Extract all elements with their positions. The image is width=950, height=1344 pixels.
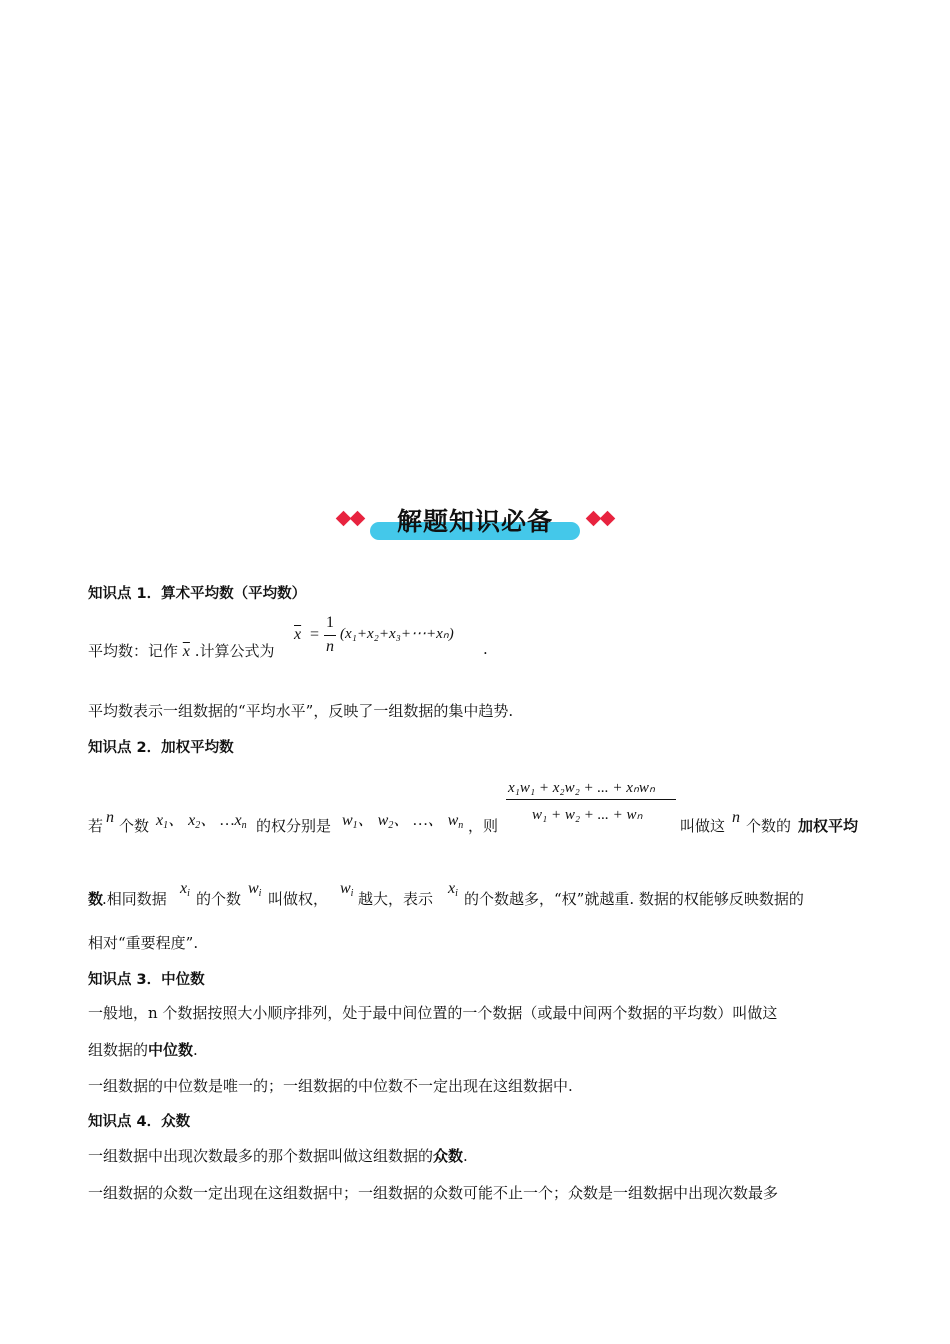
- kp4-heading: 知识点 4．众数: [88, 1114, 191, 1130]
- x-list: $x_1$、 $x_2$、 $\dots x_n$: [156, 812, 247, 831]
- kp4-p1: [88, 1145, 468, 1166]
- xi-symbol: $x_i$: [180, 880, 190, 899]
- formula-den: n: [326, 638, 334, 655]
- kp2-text: 的权分别是: [256, 817, 332, 835]
- kp3-bold: 中位数: [148, 1041, 194, 1059]
- fraction-bar: [324, 635, 336, 636]
- kp2-bold: 数: [88, 890, 104, 908]
- kp2-text: 若: [88, 817, 104, 835]
- kp2-text: .相同数据: [102, 890, 167, 908]
- kp1-end: .: [483, 640, 488, 658]
- weighted-denominator: w₁ + w₂ + ... + wₙ: [532, 807, 643, 823]
- section-banner: [330, 500, 620, 544]
- kp3-text: 组数据的: [88, 1041, 149, 1059]
- xi-symbol: $x_i$: [448, 880, 458, 899]
- kp4-p2: 一组数据的众数一定出现在这组数据中；一组数据的众数可能不止一个；众数是一组数据中出现次数最多: [88, 1184, 779, 1202]
- kp4-bold: 众数: [433, 1147, 464, 1165]
- kp3-p2: [88, 1039, 198, 1060]
- kp2-text: 叫做这: [680, 817, 726, 835]
- kp2-text: 个数的: [746, 817, 792, 835]
- kp3-heading: 知识点 3．中位数: [88, 972, 205, 988]
- kp3-text: .: [193, 1041, 198, 1059]
- weighted-numerator: x₁w₁ + x₂w₂ + ... + xₙwₙ: [508, 780, 655, 796]
- kp2-bold: 加权平均: [798, 817, 859, 835]
- kp2-line3: 相对“重要程度”.: [88, 934, 199, 952]
- w-list: $w_1$、 $w_2$、 …、 $w_n$: [342, 812, 464, 831]
- kp2-text: 个数: [119, 817, 150, 835]
- mean-symbol: $\overline{x}$: [182, 643, 190, 660]
- kp2-text: 越大，表示: [358, 890, 434, 908]
- wi-symbol: $w_i$: [248, 880, 262, 899]
- banner-title: 解题知识必备: [396, 507, 553, 536]
- fraction-bar: [506, 799, 676, 800]
- kp1-mid: .计算公式为: [194, 642, 275, 660]
- kp1-prefix: 平均数：记作: [88, 642, 179, 660]
- kp1-line: [88, 640, 274, 661]
- kp4-text: 一组数据中出现次数最多的那个数据叫做这组数据的: [88, 1147, 434, 1165]
- kp2-text: 的个数越多，“权”就越重. 数据的权能够反映数据的: [464, 890, 804, 908]
- weighted-fraction: [506, 778, 678, 828]
- n-symbol: n: [732, 809, 740, 826]
- n-symbol: n: [106, 809, 114, 826]
- kp1-heading: 知识点 1．算术平均数（平均数）: [88, 586, 307, 602]
- kp4-text: .: [463, 1147, 468, 1165]
- kp2-text: 的个数: [196, 890, 242, 908]
- kp3-p3: 一组数据的中位数是唯一的；一组数据的中位数不一定出现在这组数据中.: [88, 1077, 573, 1095]
- kp2-line2: [88, 880, 868, 912]
- kp2-line1: [88, 809, 868, 839]
- formula-num: 1: [326, 614, 334, 631]
- kp1-desc: 平均数表示一组数据的“平均水平”，反映了一组数据的集中趋势.: [88, 702, 514, 720]
- kp2-heading: 知识点 2．加权平均数: [88, 740, 234, 756]
- kp2-text: ，则: [468, 817, 499, 835]
- formula-body: (x₁+x₂+x₃+⋯+xₙ): [340, 626, 454, 642]
- formula-lhs: $\overline{x}$: [294, 626, 302, 643]
- wi-symbol: $w_i$: [340, 880, 354, 899]
- formula-eq: =: [310, 626, 320, 643]
- kp3-p1: 一般地，n 个数据按照大小顺序排列，处于最中间位置的一个数据（或最中间两个数据的平均数）叫做这: [88, 1004, 778, 1022]
- kp2-text: 叫做权，: [268, 890, 329, 908]
